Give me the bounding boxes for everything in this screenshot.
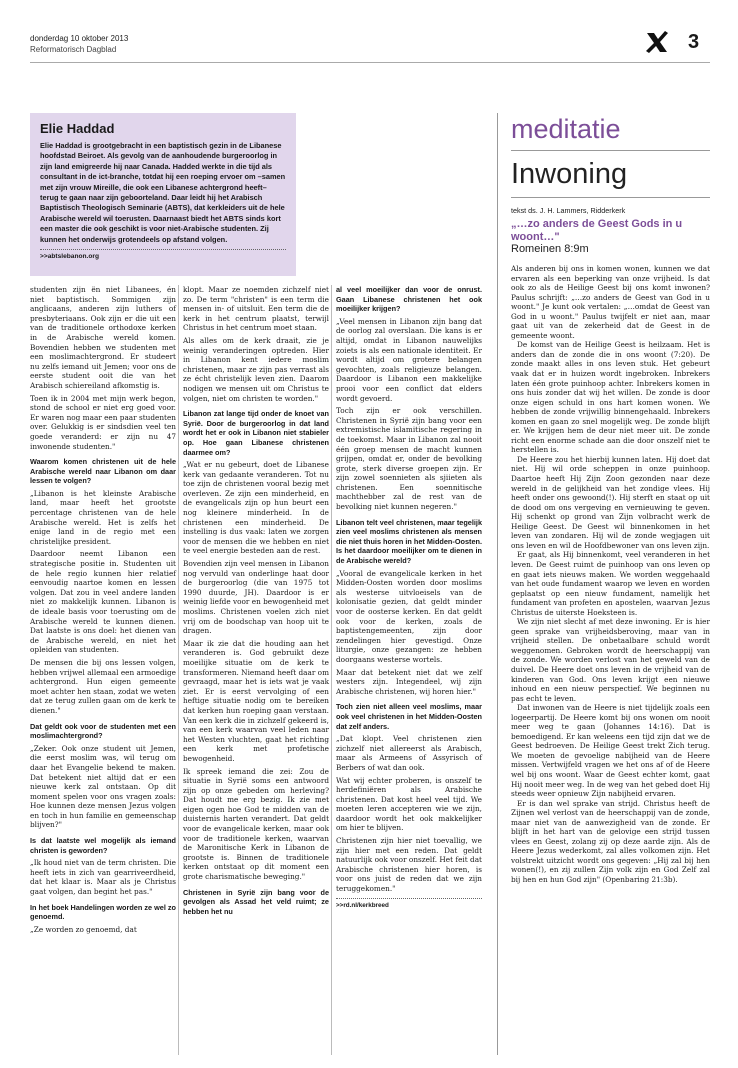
article-paragraph: Daardoor neemt Libanon een strategische positie in. Studenten uit de hele regio kunnen hier relatief eenvoudig naartoe komen en lessen volgen. Dat zou in veel andere landen niet zo makkelijk kunnen. Libanon is de ideale basis voor toerusting om de Arabische wereld te kunnen dienen. Dat laatste is ons doel: het dienen van de Arabische wereld, en niet het opleiden van studenten.: [30, 549, 176, 655]
interview-question: In het boek Handelingen worden ze wel zo genoemd.: [30, 902, 176, 922]
issue-date: donderdag 10 oktober 2013: [30, 34, 129, 43]
section-divider: [497, 113, 498, 1055]
article-paragraph: Toen ik in 2004 met mijn werk begon, stond de school er niet erg goed voor. Er waren nog maar een paar studenten over. Gelukkig is er sindsdien veel ten goede veranderd: er zijn nu 47 inwonende studenten.": [30, 393, 176, 451]
profile-link[interactable]: >>abtslebanon.org: [40, 253, 99, 261]
meditation-rule: [511, 150, 710, 151]
article-paragraph: „Veel mensen in Libanon zijn bang dat de oorlog zal overslaan. Die kans is er altijd, omdat in Libanon nauwelijks zoiets is als een nationale identiteit. Er wordt altijd om grotere belangen gevochten, zoals religieuze belangen. Daardoor is Libanon een makkelijke prooi voor een conflict dat elders wordt gevoerd.: [336, 316, 482, 403]
column-divider: [178, 285, 179, 1055]
newspaper-name: Reformatorisch Dagblad: [30, 45, 117, 54]
article-paragraph: Maar ik zie dat die houding aan het veranderen is. God gebruikt deze moeilijke situatie om de kerk te transformeren. Niemand heeft daar om gevraagd, maar het is iets wat je vaak ziet. Er is eerst vervolging of een heftige situatie nodig om te bereiken dat kerken hun roeping gaan verstaan. Van een kerk die in zichzelf gekeerd is, van een kerk waarvan veel leden naar het Westen vluchten, gaat het richting een kerk met profetische bewogenheid.: [183, 638, 329, 763]
meditation-paragraph: Er gaat, als Hij binnenkomt, veel veranderen in het leven. De Geest ruimt de puinhoop van ons leven op en gaat iets nieuws maken. We worden weggehaald van het oude fundament waarop we leven en worden geplaatst op een nieuw fundament, namelijk het fundament van profeten en apostelen, waarvan Jezus Christus de uiterste Hoeksteen is.: [511, 550, 710, 617]
article-column-3: [336, 285, 482, 910]
column-divider: [331, 285, 332, 1055]
interview-question: Dat geldt ook voor de studenten met een moslimachtergrond?: [30, 721, 176, 741]
profile-box: [30, 113, 296, 276]
article-paragraph: Ik spreek iemand die zei: Zou de situatie in Syrië soms een antwoord zijn op onze gebeden om herleving? Dat houdt me erg bezig. Ik zie met eigen ogen hoe God te midden van de duisternis harten verandert. Dat geldt voor de evangelicale kerken, maar ook voor de traditionele kerken, waarvan de Maronitische Kerk in Libanon de grootste is. Binnen de traditionele kerken ontstaat op dit moment een grote charismatische beweging.": [183, 766, 329, 882]
article-paragraph: „Libanon is het kleinste Arabische land, maar heeft het grootste percentage christenen van de hele Arabische wereld. Het is zelfs het enige land in de regio met een christelijke president.: [30, 488, 176, 546]
x-mark-logo-icon: [645, 30, 669, 54]
interview-question: al veel moeilijker dan voor de onrust. Gaan Libanese christenen het ook moeilijker krijgen?: [336, 285, 482, 314]
article-paragraph: „Ze worden zo genoemd, dat: [30, 924, 137, 934]
article-paragraph: Maar dat betekent niet dat we zelf westers zijn. Integendeel, wij zijn Arabische christenen, wij horen hier.": [336, 667, 482, 696]
meditation-quote: „…zo anders de Geest Gods in u woont…": [511, 218, 683, 243]
meditation-body: [511, 264, 710, 885]
meditation-category: meditatie: [511, 114, 621, 144]
article-paragraph: Christenen zijn hier niet toevallig, we zijn hier met een reden. Dat geldt natuurlijk ook voor onszelf. Het feit dat Arabische christenen hier horen, is voor ons juist de reden dat we zijn teruggekomen.": [336, 836, 482, 894]
meditation-paragraph: We zijn niet slecht af met deze inwoning. Er is hier geen sprake van vrijheidsberoving, maar van in vrijheid stellen. De onbetaalbare schuld wordt weggenomen. Gebroken wordt de heerschappij van de zonde. We worden verlost van het geweld van de duivel. De Heere doet ons leven in de vrijheid van de kinderen van God. Ons leven krijgt een nieuwe inhoud en een nieuw perspectief. We beginnen nu pas echt te leven.: [511, 617, 710, 703]
article-paragraph: Bovendien zijn veel mensen in Libanon nog vervuld van onderlinge haat door de burgeroorlog (die van 1975 tot 1990 duurde, JH). Daardoor is er weinig liefde voor en bewogenheid met moslims. Christenen voelen zich niet vrij om de boodschap van hoop uit te dragen.: [183, 559, 329, 636]
article-paragraph: „Vooral de evangelicale kerken in het Midden-Oosten worden door moslims als westerse uitvloeisels van de kolonisatie gezien, dat geldt minder voor de oosterse kerken. En dat geldt ook voor de kerken, zoals de baptistengemeenten, zijn door zendelingen hier gevestigd. Onze liturgie, onze gezangen: ze hebben doorgaans westerse wortels.: [336, 568, 482, 664]
article-end-divider: [336, 898, 482, 899]
page-number: 3: [688, 31, 700, 53]
profile-title: Elie Haddad: [40, 121, 115, 136]
article-paragraph: Wat wij echter proberen, is onszelf te herdefiniëren als Arabische christenen. Dat kost heel veel tijd. We moeten leren accepteren wie we zijn, daardoor wordt het ook makkelijker om hier te blijven.: [336, 775, 482, 833]
meditation-reference: Romeinen 8:9m: [511, 243, 589, 255]
article-paragraph: studenten zijn ën niet Libanees, én niet baptistisch. Sommigen zijn anglicaans, anderen zijn luthers of presbyteriaans. Ook zijn er die uit een van de traditionele orthodoxe kerken in de Arabische wereld komen. Bovendien hebben we studenten met een moslimachtergrond. Er studeert nu zelfs iemand uit Jemen; voor ons de eerste student ooit die van het Arabisch schiereiland afkomstig is.: [30, 285, 176, 390]
interview-question: Libanon zat lange tijd onder de knoet van Syrië. Door de burgeroorlog in dat land wordt het er ook in Libanon niet stabieler op. Hoe gaan Libanese christenen daarmee om?: [183, 409, 329, 457]
meditation-paragraph: Dat inwonen van de Heere is niet tijdelijk zoals een logeerpartij. De Heere komt bij ons wonen om nooit meer weg te gaan (Johannes 14:16). Dat is bemoedigend. Er kan weleens een tijd zijn dat we de Geest bedroeven. De Heilige Geest trekt Zich terug. We moeten de gevoelige nabijheid van de Heere missen. Vertwijfeld vragen we het ons af of de Heere wel bij ons woont. Waar de Geest echter komt, gaat Hij nooit meer weg. In de weg van het gebed doet Hij steeds weer opnieuw Zijn nabijheid ervaren.: [511, 703, 710, 799]
article-paragraph: klopt. Maar ze noemden zichzelf niet zo. De term "christen" is een term die mensen in- of uitsluit. Een term die de kerk in het centrum plaatst, terwijl Christus in het centrum moet staan.: [183, 285, 329, 333]
article-link[interactable]: >>rd.nl/kerkbreed: [336, 901, 389, 909]
article-paragraph: Toch zijn er ook verschillen. Christenen in Syrië zijn bang voor een extremistische islamitische regering in de toekomst. Maar in Libanon zal nooit één groep mensen de macht kunnen grijpen, omdat er, onder de bevolking grote, sterk diverse groepen zijn. Er zijn zowel soennieten als sjiieten als christenen. Een soennitische machthebber zal de rest van de bevolking niet kunnen negeren.": [336, 406, 482, 512]
article-column-2: [183, 285, 329, 919]
article-paragraph: „Dat klopt. Veel christenen zien zichzelf niet allereerst als Arabisch, maar als Armeens of Assyrisch of Berbers of wat dan ook.: [336, 734, 482, 772]
article-paragraph: „Zeker. Ook onze student uit Jemen, die eerst moslim was, wil terug om daar het Evangelie bekend te maken. Dat betekent niet altijd dat er een nieuwe kerk zal ontstaan. Op dit moment spelen voor ons vragen zoals: Hoe kunnen deze mensen Jezus volgen en toch in hun familie en gemeenschap blijven?": [30, 743, 176, 830]
interview-question: Libanon telt veel christenen, maar tegelijk zien veel moslims christenen als mensen die niet thuis horen in het Midden-Oosten. Is het daardoor moeilijker om te dienen in de Arabische wereld?: [336, 517, 482, 566]
meditation-rule: [511, 197, 710, 198]
article-paragraph: Als alles om de kerk draait, zie je weinig veranderingen optreden. Hier in Libanon kent iedere moslim christenen, maar ze zijn pas verrast als ze écht christelijk leven zien. Daarom nodigen we mensen uit om Christus te volgen, niet om christen te worden.": [183, 335, 329, 403]
article-column-1: [30, 285, 176, 937]
article-paragraph: „Wat er nu gebeurt, doet de Libanese kerk van gedaante veranderen. Tot nu toe zijn de christenen vooral bezig met overleven. Ze zijn een minderheid, en de evangelicals zijn op hun beurt een nog kleinere minderheid. In de christenen een minderheid. De instelling is dus vaak: laten we zorgen voor de mensen die we hebben en niet te veel energie besteden aan de rest.: [183, 460, 329, 556]
meditation-paragraph: Er is dan wel sprake van strijd. Christus heeft de Zijnen wel verlost van de heerschappij van de zonde, maar niet van de aanwezigheid van de zonde. Er blijft in het hart van de gelovige een strijd tussen vlees en Geest, zolang zij op deze aarde zijn. Als de Heere Jezus wederkomt, zal alles volkomen zijn. Het volstrekt uitzicht wordt ons gegeven: „Hij zal bij hen wonen(!), en zij zullen Zijn volk zijn en God Zelf zal bij hen en hun God zijn" (Openbaring 21:3b).: [511, 798, 710, 884]
interview-question: Is dat laatste wel mogelijk als iemand christen is geworden?: [30, 836, 176, 855]
meditation-title: Inwoning: [511, 158, 628, 190]
article-paragraph: „Ik houd niet van de term christen. Die heeft iets in zich van gearriveerdheid, dat het klaar is. Maar als je Christus gaat volgen, dan begint het pas.": [30, 858, 176, 897]
profile-divider: [40, 249, 286, 250]
meditation-paragraph: Als anderen bij ons in komen wonen, kunnen we dat ervaren als een beperking van onze vrijheid. Is dat ook zo als de Heilige Geest bij ons komt inwonen? Paulus schrijft: „…zo anders de Geest van God in u woont." Je kunt ook vertalen: „…omdat de Geest van God in u woont." Paulus twijfelt er niet aan, maar gaat uit van de zekerheid dat de Geest in de gemeente woont.: [511, 264, 710, 340]
meditation-byline: tekst ds. J. H. Lammers, Ridderkerk: [511, 206, 626, 215]
header-divider: [30, 62, 710, 63]
meditation-paragraph: De komst van de Heilige Geest is heilzaam. Het is anders dan de zonde die in ons woont (7:20). De zonde maakt alles in ons leven stuk. Het gebeurt vaak dat er in huizen wordt ingebroken. Inbrekers laten één grote puinhoop achter. Inbrekers komen in ons huis zonder dat wij het willen. De zonde is door onze eigen schuld in ons hart komen wonen. We hebben de zonde vrijwillig binnengehaald. Inbrekers komen en gaan zo snel mogelijk weg. De zonde blijft er. We krijgen hem de deur niet meer uit. De zonde richt een enorme schade aan die door onszelf niet te herstellen is.: [511, 340, 710, 455]
profile-text: Elie Haddad is grootgebracht in een baptistisch gezin in de Libanese hoofdstad Beiroet. Als gevolg van de aanhoudende burgeroorlog in zijn land emigreerde hij naar Canada. Hadded werkte in die tijd als consultant in de ict-branche, totdat hij een roeping ervoer om –samen met zijn vrouw Mireille, die ook een Libanese achtergrond heeft– terug te gaan naar zijn geboorteland. Daar leidt hij het Arabisch Baptistisch Theologisch Seminarie (ABTS), dat kerkleiders uit de hele Arabische wereld wil toerusten. Daarnaast biedt het ABTS sinds kort een master die ook geschikt is voor niet-Arabische studenten. Zij kunnen het onderwijs grotendeels op afstand volgen.: [40, 141, 286, 244]
meditation-paragraph: De Heere zou het hierbij kunnen laten. Hij doet dat niet. Hij wil orde scheppen in onze puinhoop. Daartoe heeft Hij Zijn Zoon gezonden naar deze wereld in de gelijkheid van het zondige vlees. Hij heeft onder ons gewoond(!). Hij sterft en staat op uit de dood om ons vergeving en vernieuwing te geven. Hij schenkt op grond van Zijn volbracht werk de Heilige Geest. De Geest wil binnenkomen in het leven van zondaren. Hij wil de zonde wegjagen uit ons leven en wil de Hoofdbewoner van ons leven zijn.: [511, 454, 710, 550]
interview-question: Toch zien niet alleen veel moslims, maar ook veel christenen in het Midden-Oosten dat zelf anders.: [336, 702, 482, 731]
interview-question: Christenen in Syrië zijn bang voor de gevolgen als Assad het veld ruimt; ze hebben het nu: [183, 887, 329, 916]
article-paragraph: De mensen die bij ons lessen volgen, hebben vrijwel allemaal een armoedige achtergrond. Hun eigen gemeente moet achter hen staan, zodat we weten dat ze terug zullen gaan om de kerk te dienen.": [30, 657, 176, 715]
interview-question: Waarom komen christenen uit de hele Arabische wereld naar Libanon om daar lessen te volgen?: [30, 457, 176, 486]
